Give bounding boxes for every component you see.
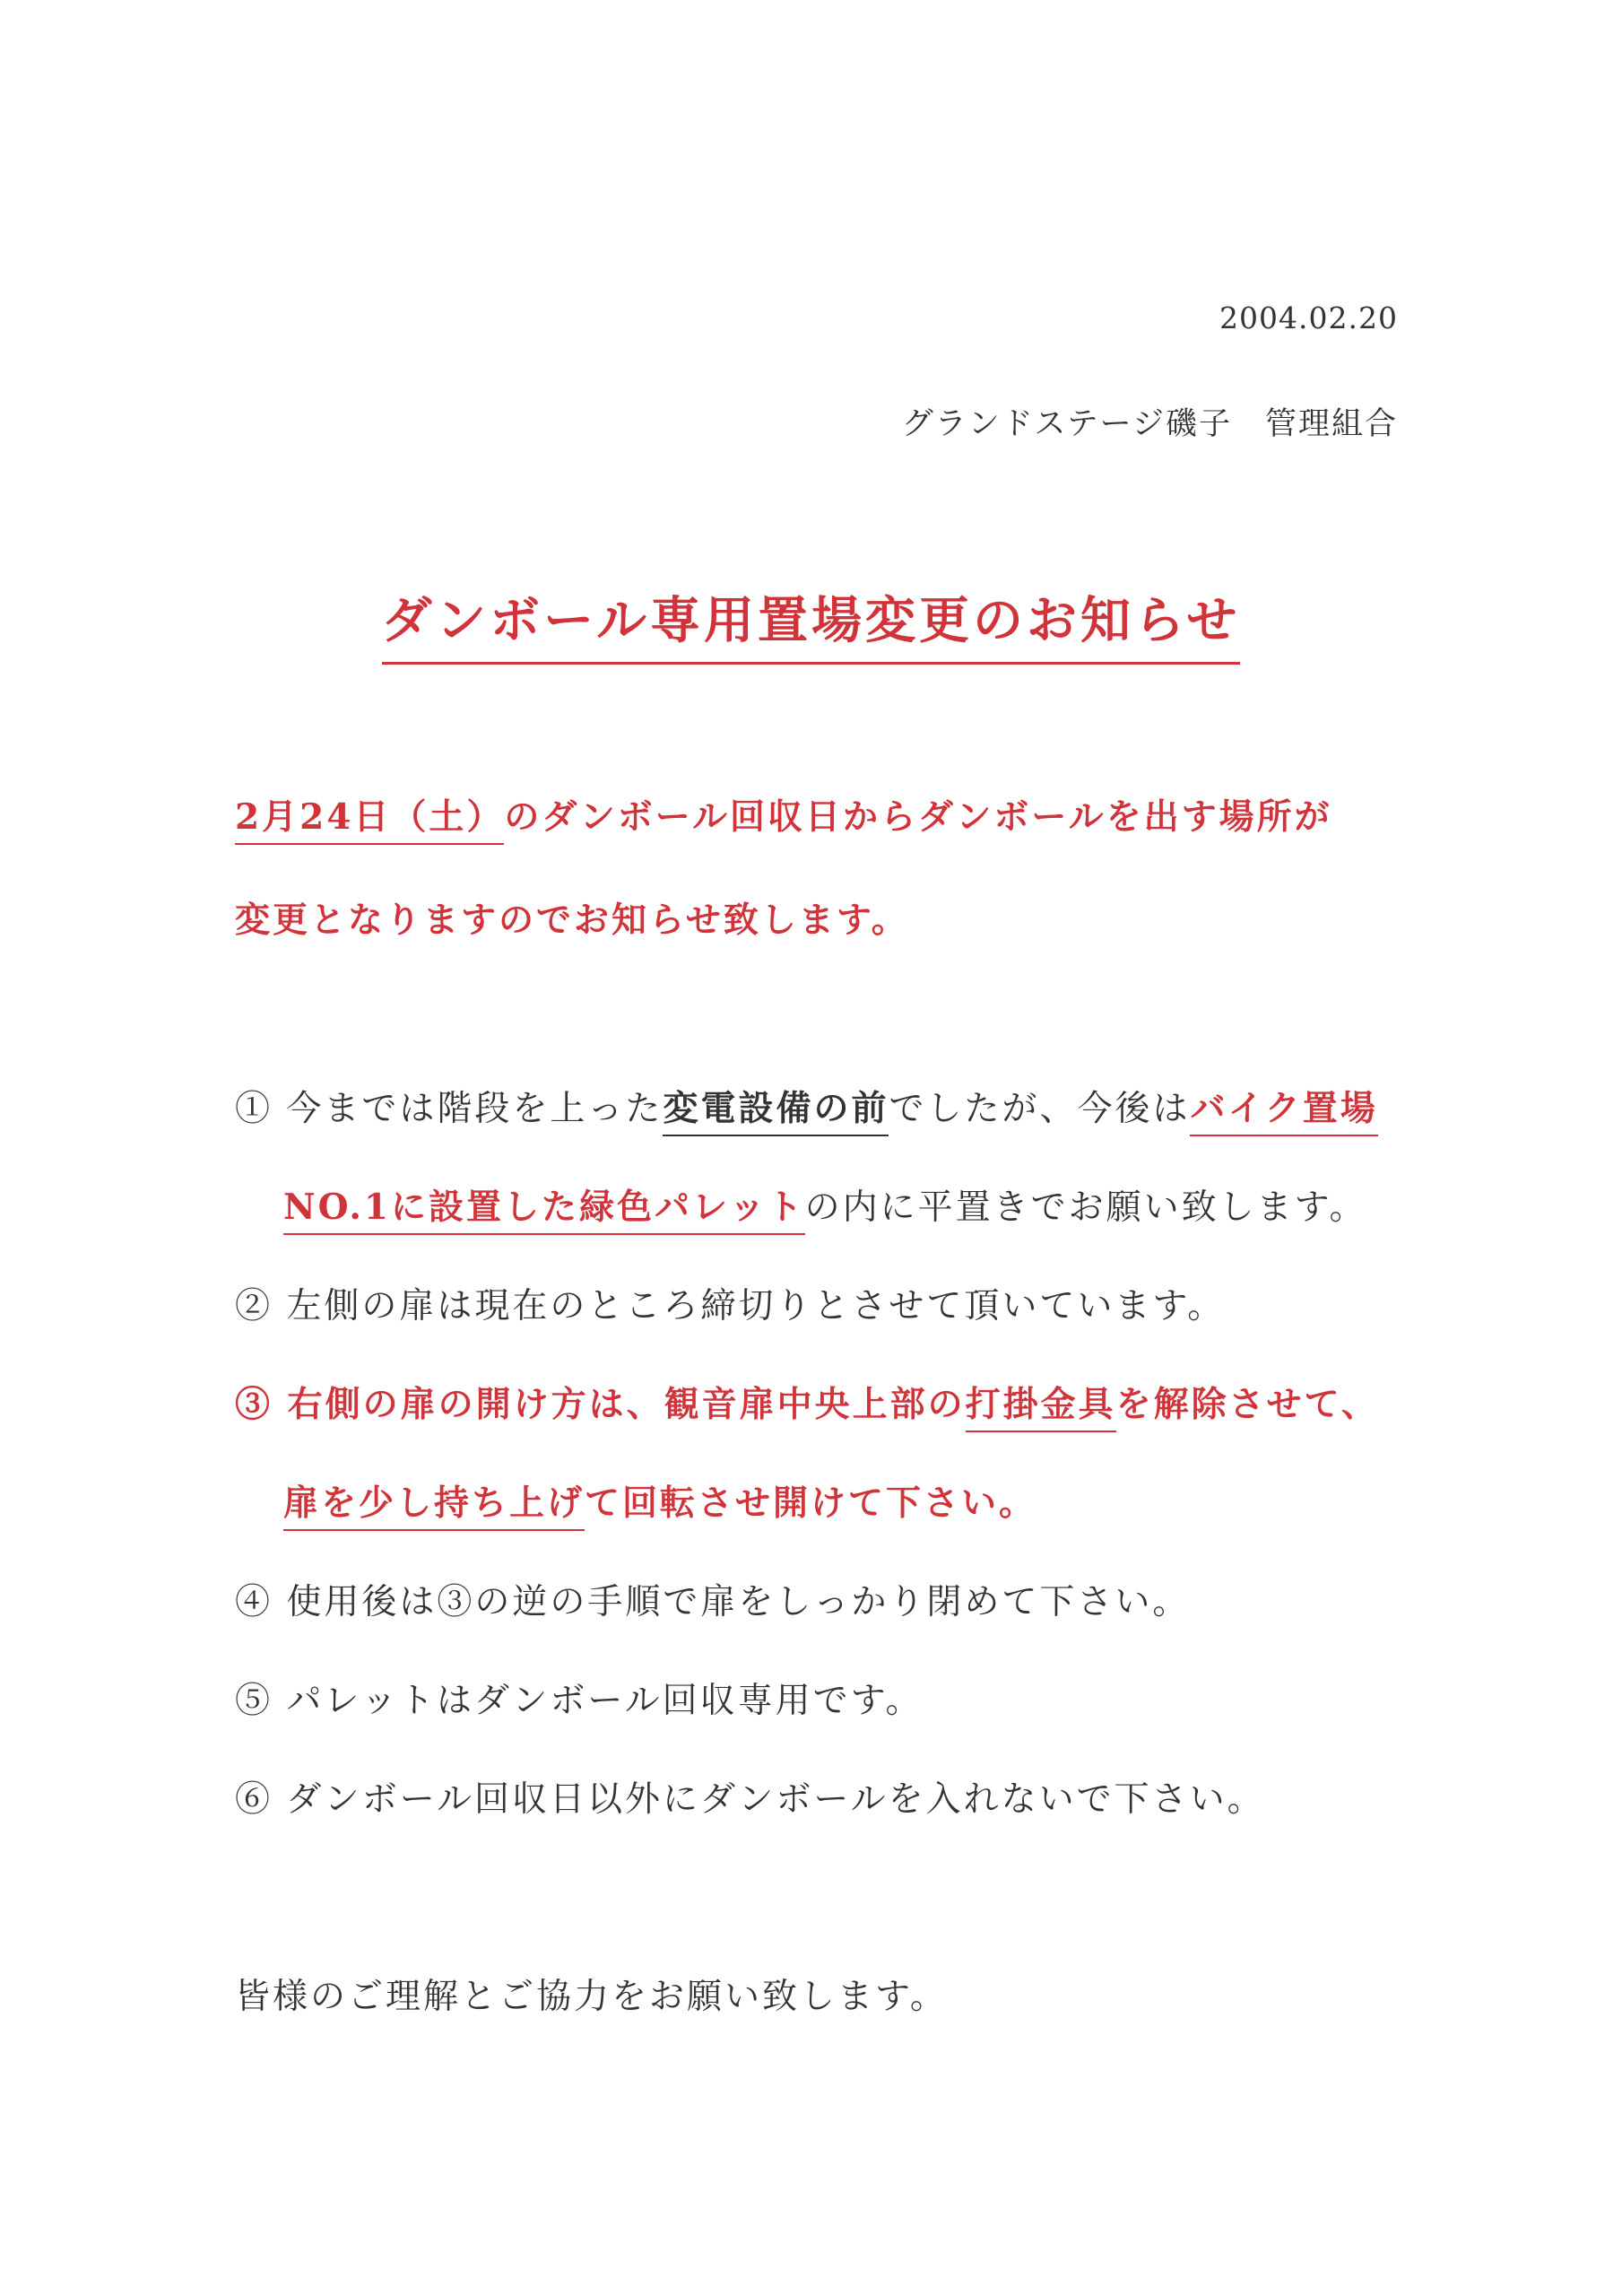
- item-3-number: ③: [235, 1384, 273, 1425]
- item-6-number: ⑥: [235, 1779, 273, 1820]
- closing-remark: 皆様のご理解とご協力をお願い致します。: [235, 1977, 948, 2017]
- item-6: [235, 1771, 1265, 1822]
- item-1-text-c: でしたが、今後は: [889, 1089, 1191, 1129]
- document-title-text: ダンボール専用置場変更のお知らせ: [382, 581, 1241, 665]
- item-1-old-location: 変電設備の前: [663, 1088, 889, 1136]
- item-3-latch: 打掛金具: [966, 1384, 1116, 1432]
- item-1-number: ①: [235, 1089, 273, 1129]
- item-2-text: 左側の扉は現在のところ締切りとさせて頂いています。: [286, 1286, 1226, 1326]
- item-4-text: 使用後は③の逆の手順で扉をしっかり閉めて下さい。: [286, 1582, 1191, 1622]
- item-3-text-e: て回転させ開けて下さい。: [585, 1483, 1037, 1524]
- item-1-line-2: [283, 1179, 1367, 1230]
- item-4-number: ④: [235, 1582, 273, 1622]
- notice-date: 2月24日（土）: [235, 796, 504, 845]
- document-date: 2004.02.20: [1219, 300, 1398, 335]
- item-4: [235, 1574, 1190, 1624]
- item-3-text-a: 右側の扉の開け方は、観音扉中央上部の: [287, 1384, 966, 1425]
- item-1-text-f: の内に平置きでお願い致します。: [804, 1187, 1367, 1228]
- item-1-text-a: 今までは階段を上った: [286, 1089, 664, 1129]
- item-1-line-1: [235, 1081, 1378, 1131]
- item-1-new-location-b: NO.1に設置した緑色パレット: [283, 1187, 805, 1235]
- notice-line-1: [235, 789, 1401, 839]
- item-5-number: ⑤: [235, 1681, 273, 1721]
- item-2-number: ②: [235, 1286, 273, 1326]
- notice-line-1-rest: のダンボール回収日からダンボールを出す場所が: [504, 796, 1332, 838]
- item-6-text: ダンボール回収日以外にダンボールを入れないで下さい。: [286, 1779, 1265, 1820]
- notice-line-2: 変更となりますのでお知らせ致します。: [235, 900, 909, 941]
- item-3-lift-door: 扉を少し持ち上げ: [283, 1483, 585, 1531]
- item-3-text-c: を解除させて、: [1115, 1384, 1379, 1425]
- item-5-text: パレットはダンボール回収専用です。: [286, 1681, 924, 1721]
- item-5: [235, 1673, 924, 1723]
- item-1-new-location-a: バイク置場: [1190, 1088, 1377, 1136]
- document-title: [0, 581, 1622, 665]
- item-3-line-1: [235, 1377, 1379, 1427]
- issuing-organization: グランドステージ磯子 管理組合: [901, 406, 1398, 442]
- item-2: [235, 1278, 1225, 1328]
- item-3-line-2: [283, 1475, 1037, 1526]
